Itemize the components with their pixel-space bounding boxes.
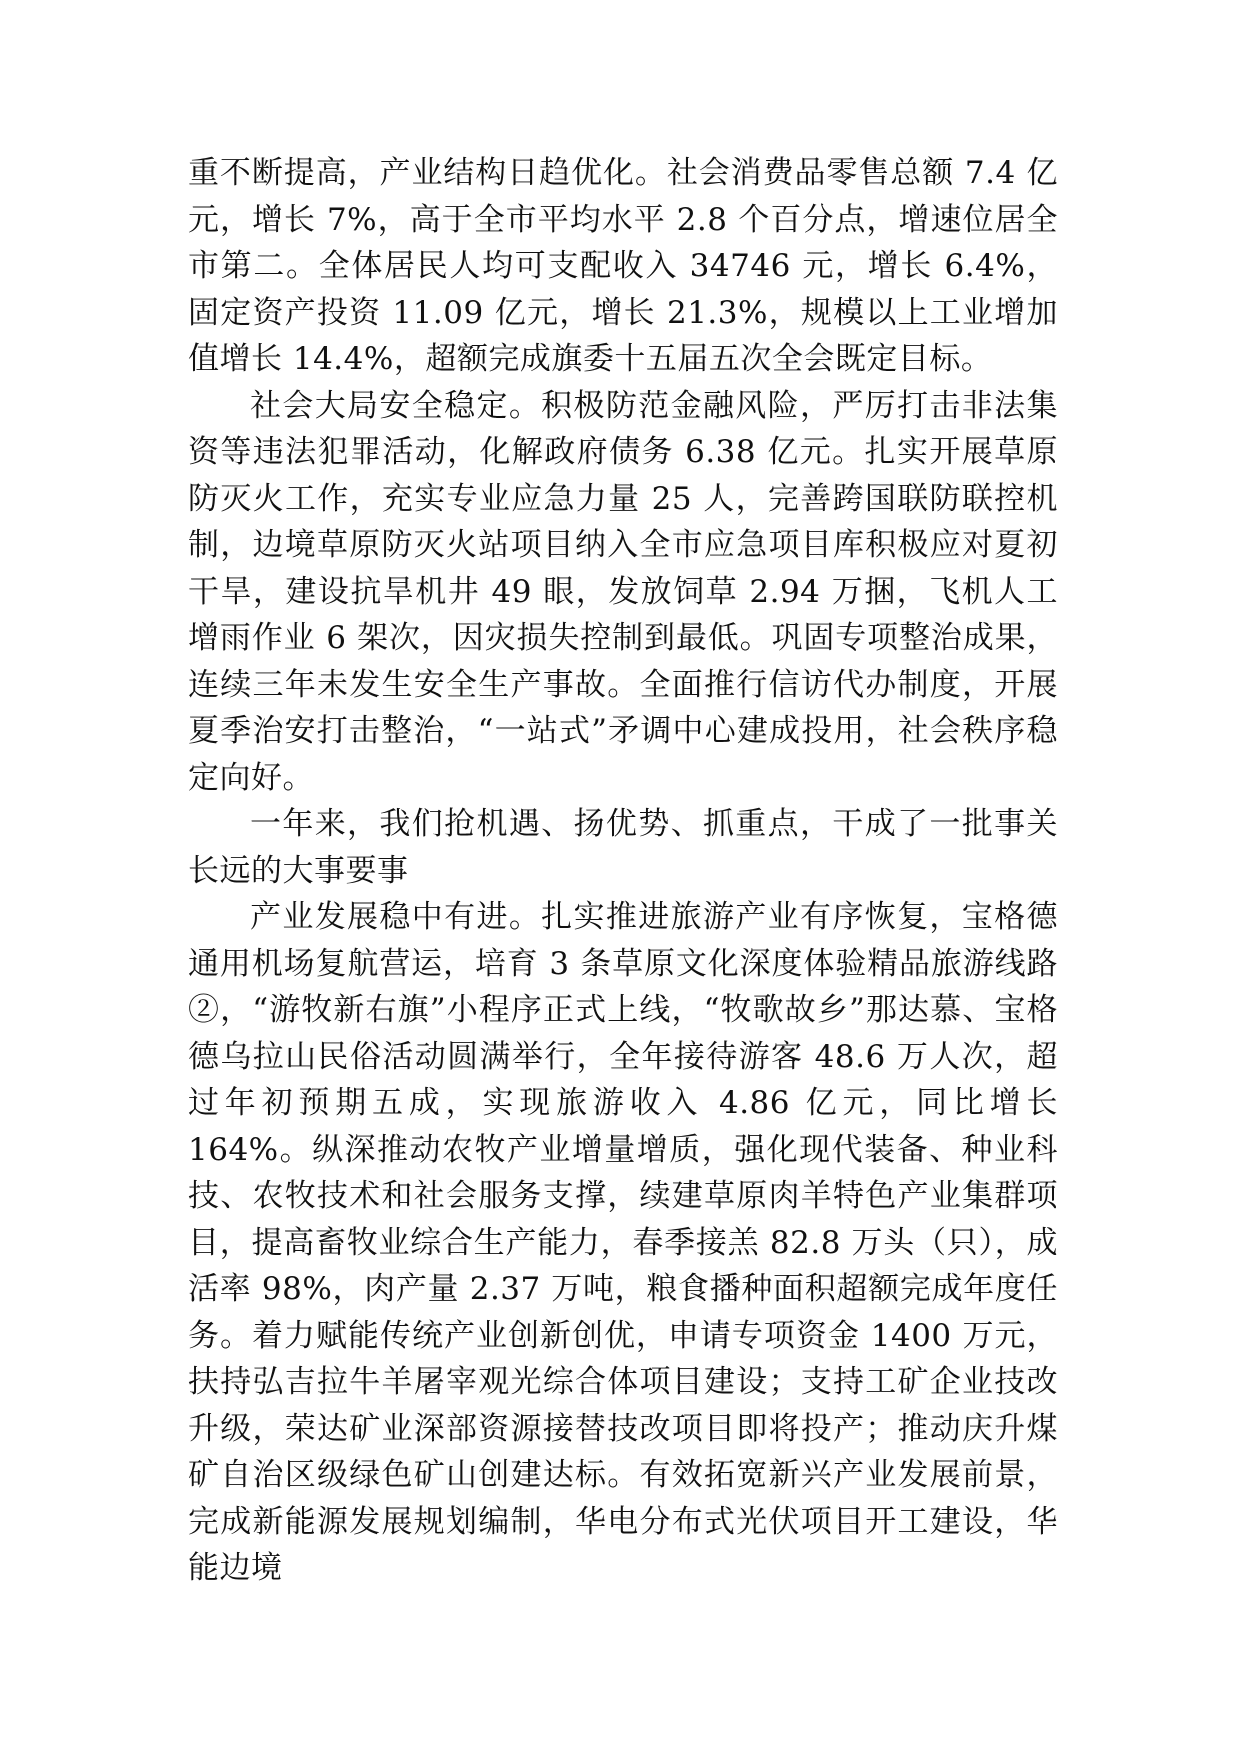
paragraph-industry-development: 产业发展稳中有进。扎实推进旅游产业有序恢复，宝格德通用机场复航营运，培育 3 条草原文化深度体验精品旅游线路②，“游牧新右旗”小程序正式上线，“牧歌故乡”那达慕、宝格德乌拉山民俗活动圆满举行，全年接待游客 48.6 万人次，超过年初预期五成，实现旅游收入 4.86 亿元，同比增长 164%。纵深推动农牧产业增量增质，强化现代装备、种业科技、农牧技术和社会服务支撑，续建草原肉羊特色产业集群项目，提高畜牧业综合生产能力，春季接羔 82.8 万头（只），成活率 98%，肉产量 2.37 万吨，粮食播种面积超额完成年度任务。着力赋能传统产业创新创优，申请专项资金 1400 万元，扶持弘吉拉牛羊屠宰观光综合体项目建设；支持工矿企业技改升级，荣达矿业深部资源接替技改项目即将投产；推动庆升煤矿自治区级绿色矿山创建达标。有效拓宽新兴产业发展前景，完成新能源发展规划编制，华电分布式光伏项目开工建设，华能边境 bbox=[188, 899, 1058, 1586]
paragraph-social-stability: 社会大局安全稳定。积极防范金融风险，严厉打击非法集资等违法犯罪活动，化解政府债务 6.38 亿元。扎实开展草原防灭火工作，充实专业应急力量 25 人，完善跨国联防联控机制，边境草原防灭火站项目纳入全市应急项目库积极应对夏初干旱，建设抗旱机井 49 眼，发放饲草 2.94 万捆，飞机人工增雨作业 6 架次，因灾损失控制到最低。巩固专项整治成果，连续三年未发生安全生产事故。全面推行信访代办制度，开展夏季治安打击整治，“一站式”矛调中心建成投用，社会秩序稳定向好。 bbox=[188, 387, 1058, 796]
paragraph-economy-summary: 重不断提高，产业结构日趋优化。社会消费品零售总额 7.4 亿元，增长 7%，高于全市平均水平 2.8 个百分点，增速位居全市第二。全体居民人均可支配收入 34746 元，增长 6.4%，固定资产投资 11.09 亿元，增长 21.3%，规模以上工业增加值增长 14.4%，超额完成旗委十五届五次全会既定目标。 bbox=[188, 155, 1058, 377]
body-text bbox=[188, 150, 1058, 1592]
paragraph-year-review: 一年来，我们抢机遇、扬优势、抓重点，干成了一批事关长远的大事要事 bbox=[188, 806, 1058, 889]
